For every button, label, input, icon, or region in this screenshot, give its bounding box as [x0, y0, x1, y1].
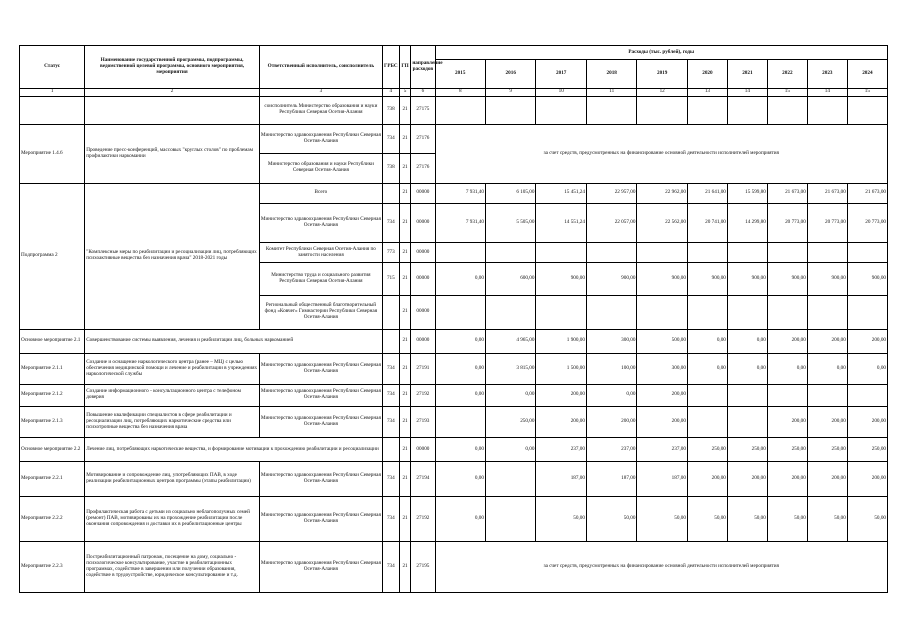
year-header: 2017	[536, 60, 586, 89]
value-cell: 300,00	[637, 354, 687, 385]
header-executor: Ответственный исполнитель, соисполнитель	[259, 46, 382, 89]
value-cell	[687, 407, 727, 438]
value-cell: 50,00	[807, 496, 847, 541]
status-cell: Мероприятие 1.4.6	[20, 124, 85, 183]
direction-cell: 00000	[411, 295, 435, 329]
executor-cell: Министерство здравоохранения Республики Северная Осетия-Алания	[259, 354, 382, 385]
value-cell: 14 551,24	[536, 204, 586, 243]
status-cell: Мероприятие 2.2.2	[20, 496, 85, 541]
value-cell: 200,00	[586, 407, 636, 438]
value-cell: 0,00	[687, 354, 727, 385]
table-row	[20, 183, 888, 203]
value-cell: 50,00	[767, 496, 807, 541]
status-cell: Основное мероприятие 2.1	[20, 329, 85, 353]
value-cell: 15 451,24	[536, 183, 586, 203]
gp-cell: 21	[399, 496, 411, 541]
value-cell: 200,00	[767, 329, 807, 353]
direction-cell: 27192	[411, 384, 435, 406]
value-cell: 0,00	[435, 384, 485, 406]
value-cell: 1 900,00	[536, 329, 586, 353]
gp-cell: 21	[399, 154, 411, 184]
index-cell: 3	[259, 88, 382, 96]
name-cell: Создание информационного - консультационного центра с телефоном доверия	[85, 384, 260, 406]
header-gp: ГП	[399, 46, 411, 89]
value-cell: 0,00	[435, 329, 485, 353]
value-cell: 22 962,00	[637, 183, 687, 203]
value-cell: 200,00	[847, 462, 887, 497]
value-cell: 22 957,00	[586, 183, 636, 203]
index-cell: 15	[767, 88, 807, 96]
index-cell: 14	[807, 88, 847, 96]
value-cell: 0,00	[485, 384, 535, 406]
value-cell: 200,00	[536, 384, 586, 406]
value-cell: 237,00	[586, 437, 636, 461]
index-cell: 6	[411, 88, 435, 96]
grbs-cell: 734	[382, 124, 399, 154]
value-cell: 200,00	[767, 462, 807, 497]
executor-cell: Министерство здравоохранения Республики Северная Осетия-Алания	[259, 496, 382, 541]
name-cell: Лечение лиц, потребляющих наркотические вещества, и формирование мотивации к прохождению реабилитации и ресоциализации	[85, 437, 383, 461]
name-cell: Проведение пресс-конференций, массовых "круглых столов" по проблемам профилактики наркомании	[85, 124, 260, 183]
status-cell: Подпрограмма 2	[20, 183, 85, 329]
name-cell: Совершенствование системы выявления, лечения и реабилитации лиц, больных наркоманией	[85, 329, 383, 353]
index-cell: 15	[847, 88, 887, 96]
value-cell: 500,00	[637, 329, 687, 353]
value-cell	[485, 462, 535, 497]
value-cell: 250,00	[767, 437, 807, 461]
value-cell: 0,00	[807, 354, 847, 385]
direction-cell: 27191	[411, 354, 435, 385]
year-header: 2022	[767, 60, 807, 89]
value-cell: 7 931,40	[435, 204, 485, 243]
gp-cell: 21	[399, 97, 411, 125]
expenses-table	[19, 45, 888, 593]
direction-cell: 00000	[411, 263, 435, 296]
header-grbs: ГРБС	[382, 46, 399, 89]
name-cell: Создание и оснащение наркологического центра (ранее – МЦ) с целью обеспечения медицинской помощи и лечение и реабилитации в учреждениях наркологической службы	[85, 354, 260, 385]
name-cell: Повышение квалификации специалистов в сфере реабилитации и ресоциализации лиц, потребляющих наркотические средства или психотропные вещества без назначения врача	[85, 407, 260, 438]
value-cell: 200,00	[767, 407, 807, 438]
value-cell: 900,00	[847, 263, 887, 296]
value-cell: 237,00	[637, 437, 687, 461]
value-cell: 250,00	[485, 407, 535, 438]
year-header: 2016	[485, 60, 535, 89]
value-cell	[485, 496, 535, 541]
direction-cell: 00000	[411, 204, 435, 243]
table-row	[20, 97, 888, 125]
direction-cell: 27194	[411, 462, 435, 497]
index-cell: 1	[20, 88, 85, 96]
direction-cell: 00000	[411, 242, 435, 262]
table-row	[20, 462, 888, 497]
value-cell: 200,00	[847, 407, 887, 438]
value-cell: 100,00	[586, 354, 636, 385]
year-header: 2020	[687, 60, 727, 89]
gp-cell: 21	[399, 242, 411, 262]
value-cell: 20 741,00	[687, 204, 727, 243]
direction-cell: 00000	[411, 183, 435, 203]
value-cell: 21 673,00	[807, 183, 847, 203]
value-cell: 0,00	[687, 329, 727, 353]
value-cell: 900,00	[687, 263, 727, 296]
executor-cell: Министерство здравоохранения Республики Северная Осетия-Алания	[259, 124, 382, 154]
table-row	[20, 124, 888, 154]
value-cell: 0,00	[435, 263, 485, 296]
status-cell: Мероприятие 2.1.1	[20, 354, 85, 385]
value-cell: 6 105,00	[485, 183, 535, 203]
executor-cell: Региональный общественный благотворительный фонд «Ковчег» Гимнастерии Республики Северная Осетия-Алания	[259, 295, 382, 329]
direction-cell: 00000	[411, 437, 435, 461]
table-row	[20, 354, 888, 385]
index-cell: 2	[85, 88, 260, 96]
executor-cell: Комитет Республики Северная Осетия-Алания по занятости населения	[259, 242, 382, 262]
value-cell: 187,00	[586, 462, 636, 497]
header-expenses: Расходы (тыс. рублей), годы	[435, 46, 888, 60]
value-cell: 200,00	[727, 462, 767, 497]
value-cell: 0,00	[767, 354, 807, 385]
direction-cell: 27195	[411, 541, 435, 592]
executor-cell: Министерство здравоохранения Республики Северная Осетия-Алания	[259, 204, 382, 243]
value-cell: 200,00	[807, 462, 847, 497]
index-cell: 9	[485, 88, 535, 96]
year-header: 2019	[637, 60, 687, 89]
value-cell: 20 773,00	[847, 204, 887, 243]
status-cell: Мероприятие 2.2.1	[20, 462, 85, 497]
status-cell: Мероприятие 2.1.2	[20, 384, 85, 406]
name-cell: "Комплексные меры по реабилитации и ресоциализации лиц, потребляющих психоактивные вещества без назначения врача" 2018-2021 годы	[85, 183, 260, 329]
value-cell: 250,00	[687, 437, 727, 461]
name-cell: Постреабилитационный патронаж, посещение на дому, социально - психологическое консультирование, участие в реабилитационных программах, содействие в завершении или получении образования, содействие в трудоустройстве, юридическое консультирование и т.д.	[85, 541, 260, 592]
year-header: 2021	[727, 60, 767, 89]
value-cell: 250,00	[727, 437, 767, 461]
value-cell: 0,00	[435, 354, 485, 385]
status-cell: Мероприятие 2.2.3	[20, 541, 85, 592]
direction-cell: 27175	[411, 97, 435, 125]
value-cell: 22 057,00	[586, 204, 636, 243]
value-cell: 50,00	[687, 496, 727, 541]
grbs-cell: 734	[382, 354, 399, 385]
value-cell: 5 505,00	[485, 204, 535, 243]
funding-note: за счет средств, предусмотренных на финансирование основной деятельности исполнителей мероприятия	[435, 124, 888, 183]
value-cell: 50,00	[586, 496, 636, 541]
direction-cell: 27193	[411, 407, 435, 438]
value-cell: 4 965,00	[485, 329, 535, 353]
gp-cell: 21	[399, 437, 411, 461]
executor-cell: Всего	[259, 183, 382, 203]
name-cell: Профилактическая работа с детьми из социально неблагополучных семей (ремонт) ПАВ, мотивированы их на прохождение реабилитации после окончания сопровождения и доставки их в реабилитационные центры	[85, 496, 260, 541]
year-header: 2024	[847, 60, 887, 89]
value-cell: 200,00	[637, 407, 687, 438]
gp-cell: 21	[399, 541, 411, 592]
value-cell: 200,00	[687, 462, 727, 497]
value-cell: 250,00	[847, 437, 887, 461]
table-row	[20, 437, 888, 461]
header-row-1	[20, 46, 888, 60]
index-cell: 13	[687, 88, 727, 96]
value-cell: 14 299,80	[727, 204, 767, 243]
value-cell: 900,00	[767, 263, 807, 296]
grbs-cell: 773	[382, 242, 399, 262]
value-cell: 21 673,00	[767, 183, 807, 203]
value-cell: 900,00	[536, 263, 586, 296]
value-cell: 21 641,00	[687, 183, 727, 203]
value-cell: 0,00	[847, 354, 887, 385]
value-cell: 900,00	[586, 263, 636, 296]
value-cell: 200,00	[536, 407, 586, 438]
grbs-cell: 738	[382, 97, 399, 125]
value-cell: 50,00	[637, 496, 687, 541]
table-row	[20, 541, 888, 592]
executor-cell: Министерство здравоохранения Республики Северная Осетия-Алания	[259, 407, 382, 438]
value-cell: 15 599,80	[727, 183, 767, 203]
table-row	[20, 496, 888, 541]
grbs-cell: 734	[382, 541, 399, 592]
index-cell: 14	[727, 88, 767, 96]
year-header: 2018	[586, 60, 636, 89]
value-cell: 187,00	[536, 462, 586, 497]
value-cell: 200,00	[847, 329, 887, 353]
table-row	[20, 329, 888, 353]
value-cell: 20 773,00	[767, 204, 807, 243]
value-cell: 50,00	[727, 496, 767, 541]
value-cell: 22 562,00	[637, 204, 687, 243]
value-cell: 250,00	[807, 437, 847, 461]
gp-cell: 21	[399, 384, 411, 406]
gp-cell: 21	[399, 407, 411, 438]
value-cell: 237,00	[536, 437, 586, 461]
value-cell: 900,00	[727, 263, 767, 296]
index-cell: 10	[536, 88, 586, 96]
value-cell: 0,00	[727, 354, 767, 385]
value-cell	[727, 407, 767, 438]
direction-cell: 27192	[411, 496, 435, 541]
gp-cell: 21	[399, 263, 411, 296]
value-cell: 187,00	[637, 462, 687, 497]
table-row	[20, 407, 888, 438]
gp-cell: 21	[399, 295, 411, 329]
gp-cell: 21	[399, 204, 411, 243]
year-header: 2015	[435, 60, 485, 89]
value-cell: 0,00	[435, 462, 485, 497]
grbs-cell: 734	[382, 384, 399, 406]
value-cell: 600,00	[485, 263, 535, 296]
value-cell: 200,00	[807, 329, 847, 353]
value-cell	[435, 407, 485, 438]
gp-cell: 21	[399, 354, 411, 385]
table-row	[20, 384, 888, 406]
value-cell: 0,00	[485, 437, 535, 461]
value-cell: 0,00	[586, 384, 636, 406]
direction-cell: 27176	[411, 154, 435, 184]
grbs-cell: 734	[382, 462, 399, 497]
header-direction: направление расходов	[411, 46, 435, 89]
value-cell: 200,00	[637, 384, 687, 406]
header-status: Статус	[20, 46, 85, 89]
value-cell: 50,00	[847, 496, 887, 541]
grbs-cell: 734	[382, 407, 399, 438]
index-cell: 11	[586, 88, 636, 96]
value-cell: 0,00	[435, 437, 485, 461]
funding-note: за счет средств, предусмотренных на финансирование основной деятельности исполнителей мероприятия	[435, 541, 888, 592]
value-cell: 20 773,00	[807, 204, 847, 243]
executor-cell: Министерство образования и науки Республики Северная Осетия-Алания	[259, 154, 382, 184]
value-cell: 3 815,00	[485, 354, 535, 385]
grbs-cell: 734	[382, 496, 399, 541]
direction-cell: 27176	[411, 124, 435, 154]
gp-cell: 21	[399, 183, 411, 203]
status-cell: Основное мероприятие 2.2	[20, 437, 85, 461]
value-cell: 50,00	[536, 496, 586, 541]
gp-cell: 21	[399, 462, 411, 497]
value-cell: 200,00	[807, 407, 847, 438]
grbs-cell: 734	[382, 204, 399, 243]
name-cell: Мотивирование и сопровождение лиц, употребляющих ПАВ, в ходе реализации реабилитационных центров программы (этапы реабилитации)	[85, 462, 260, 497]
index-row	[20, 88, 888, 96]
direction-cell: 00000	[411, 329, 435, 353]
index-cell: 12	[637, 88, 687, 96]
value-cell: 0,00	[727, 329, 767, 353]
year-header: 2023	[807, 60, 847, 89]
executor-cell: Министерство труда и социального развития Республики Северная Осетия-Алания	[259, 263, 382, 296]
status-cell: Мероприятие 2.1.3	[20, 407, 85, 438]
executor-cell: соисполнитель Министерство образования и науки Республики Северная Осетия-Алания	[259, 97, 382, 125]
executor-cell: Министерство здравоохранения Республики Северная Осетия-Алания	[259, 384, 382, 406]
index-cell: 5	[399, 88, 411, 96]
gp-cell: 21	[399, 329, 411, 353]
grbs-cell: 738	[382, 154, 399, 184]
index-cell: 4	[382, 88, 399, 96]
value-cell: 900,00	[807, 263, 847, 296]
header-name: Наименование государственной программы, подпрограммы, ведомственной целевой программы, основного мероприятия, мероприятия	[85, 46, 260, 89]
value-cell: 1 500,00	[536, 354, 586, 385]
executor-cell: Министерство здравоохранения Республики Северная Осетия-Алания	[259, 541, 382, 592]
value-cell: 300,00	[586, 329, 636, 353]
gp-cell: 21	[399, 124, 411, 154]
value-cell: 0,00	[435, 496, 485, 541]
value-cell: 7 931,40	[435, 183, 485, 203]
index-cell: 8	[435, 88, 485, 96]
grbs-cell: 715	[382, 263, 399, 296]
value-cell: 21 673,00	[847, 183, 887, 203]
value-cell: 900,00	[637, 263, 687, 296]
executor-cell: Министерство здравоохранения Республики Северная Осетия-Алания	[259, 462, 382, 497]
